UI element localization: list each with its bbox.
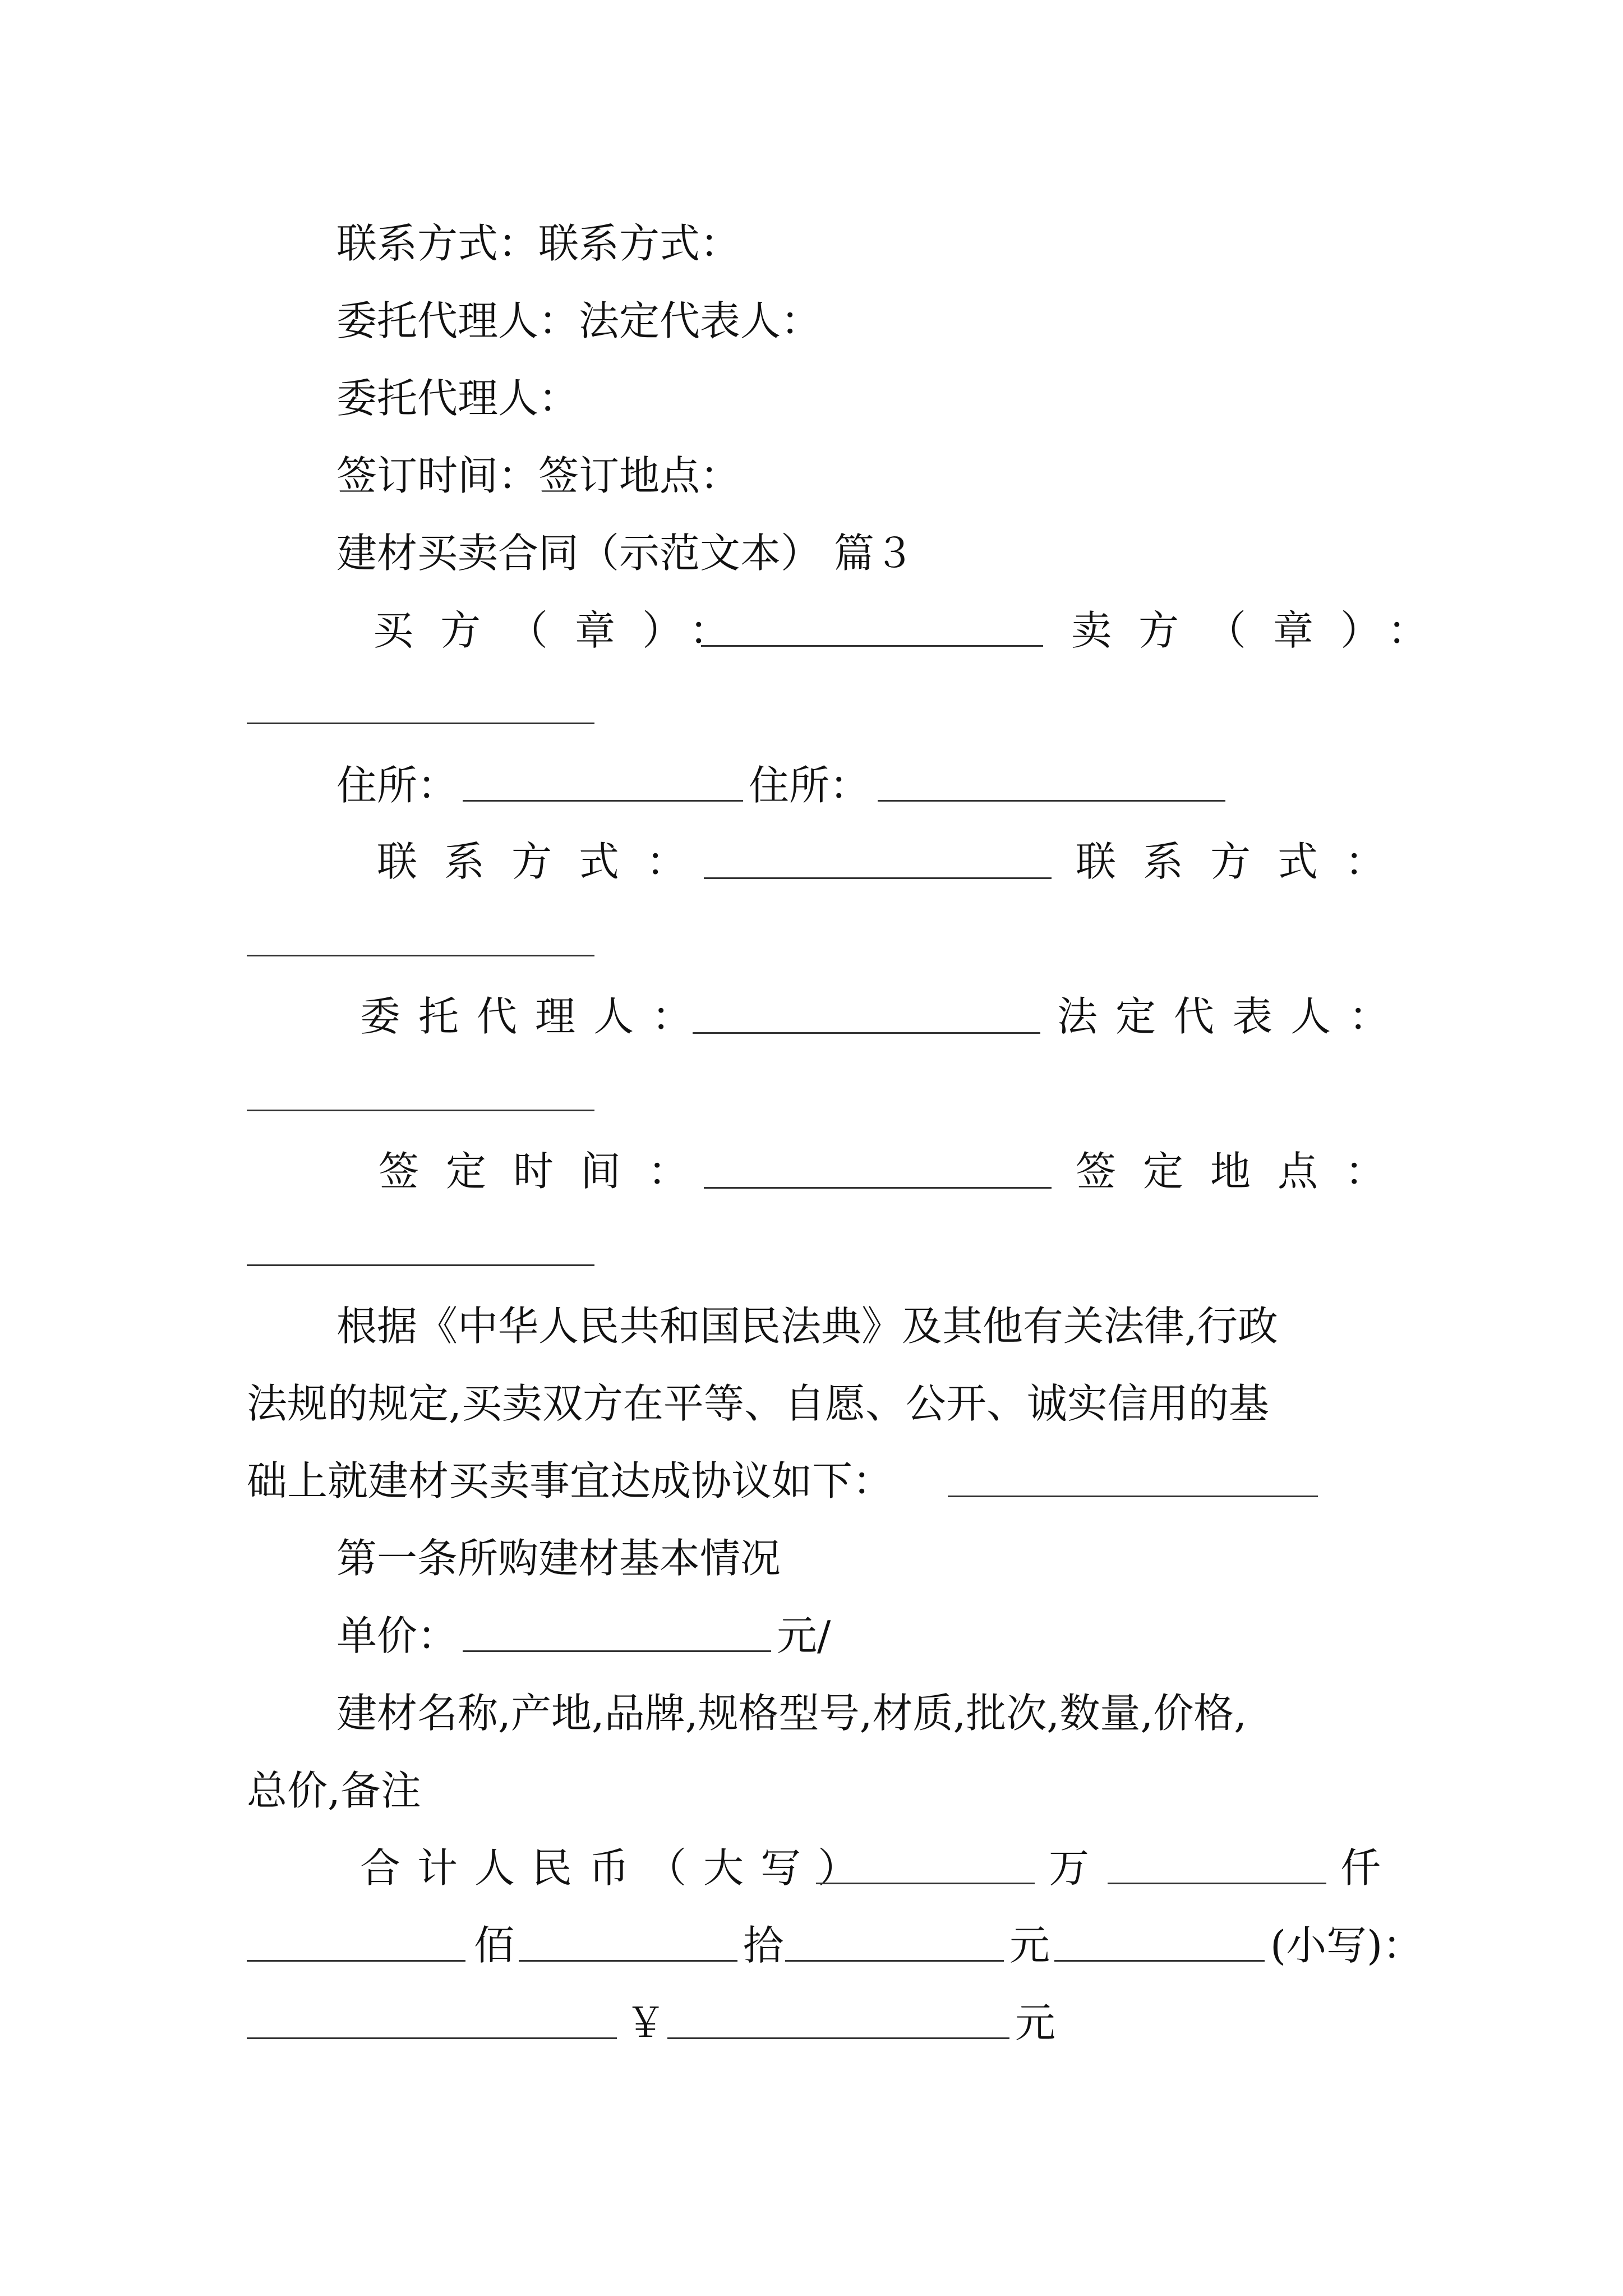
address-blank-1 [463, 800, 743, 802]
wan-blank [816, 1883, 1035, 1884]
qian-blank [1108, 1883, 1326, 1884]
fields-line-2: 总价,备注 [247, 1767, 421, 1814]
total-amount-label: 合计人民币（大写） [360, 1844, 875, 1892]
address-blank-2 [878, 800, 1225, 802]
sign-time-label: 签定时间： [379, 1148, 716, 1195]
contact-blank-1 [704, 877, 1052, 879]
address-label-2: 住所： [749, 762, 870, 809]
legal-rep-blank [247, 1110, 594, 1111]
agent-label: 委托代理人： [360, 993, 711, 1040]
wan-label: 万 [1049, 1844, 1090, 1892]
seller-blank [247, 723, 594, 724]
yen-unit: 元 [1015, 1999, 1056, 2046]
bai-label: 佰 [474, 1922, 515, 1969]
fields-line-1: 建材名称,产地,品牌,规格型号,材质,批次,数量,价格, [336, 1690, 1247, 1737]
address-label-1: 住所： [336, 762, 458, 809]
buyer-label: 买方（章）： [373, 607, 757, 654]
yuan-label: 元 [1009, 1922, 1050, 1969]
section-heading: 建材买卖合同（示范文本） 篇３ [336, 530, 915, 577]
sign-place-blank [247, 1264, 594, 1266]
yen-sign: ￥ [625, 1999, 666, 2046]
lowercase-label: (小写)： [1270, 1922, 1423, 1969]
preamble-blank [948, 1496, 1318, 1497]
seller-label: 卖方（章）： [1071, 607, 1455, 654]
agent-line: 委托代理人： [336, 375, 579, 422]
lowercase-blank [247, 2037, 617, 2039]
contact-label-2: 联系方式： [1076, 838, 1413, 885]
buyer-blank [701, 645, 1043, 647]
yuan-blank [785, 1960, 1004, 1962]
shi-blank [519, 1960, 737, 1962]
qian-label: 仟 [1340, 1844, 1381, 1892]
legal-rep-label: 法定代表人： [1057, 993, 1408, 1040]
preamble-line-2: 法规的规定,买卖双方在平等、自愿、公开、诚实信用的基 [247, 1380, 1269, 1427]
sign-time-blank [704, 1187, 1052, 1189]
preamble-line-3: 础上就建材买卖事宜达成协议如下： [247, 1457, 893, 1504]
bai-blank [247, 1960, 465, 1962]
preamble-line-1: 根据《中华人民共和国民法典》及其他有关法律,行政 [336, 1303, 1278, 1350]
contact-blank-2 [247, 955, 594, 956]
contact-label-1: 联系方式： [377, 838, 714, 885]
sign-time-place-line: 签订时间：签订地点： [336, 452, 741, 499]
unit-price-blank [463, 1650, 771, 1652]
agent-legal-line: 委托代理人：法定代表人： [336, 297, 822, 344]
jiao-blank [1054, 1960, 1265, 1962]
sign-place-label: 签定地点： [1076, 1148, 1413, 1195]
unit-price-label: 单价： [336, 1612, 458, 1659]
unit-price-unit: 元/ [777, 1612, 831, 1659]
contact-line: 联系方式：联系方式： [336, 220, 741, 267]
shi-label: 拾 [743, 1922, 784, 1969]
agent-blank [693, 1032, 1040, 1034]
yen-amount-blank [667, 2037, 1009, 2039]
article-1-heading: 第一条所购建材基本情况 [336, 1535, 781, 1582]
